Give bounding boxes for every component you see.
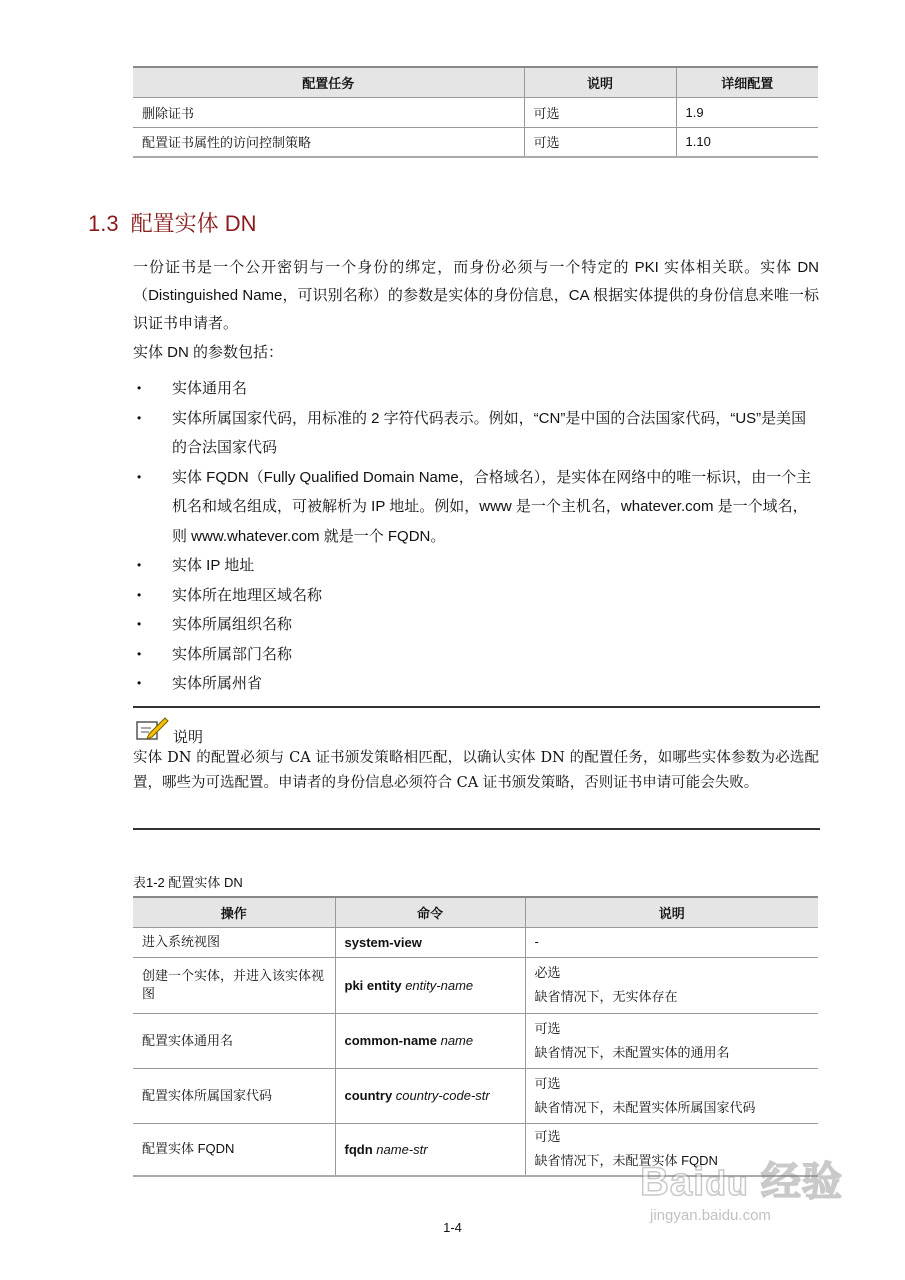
command-keyword: fqdn <box>344 1141 373 1157</box>
list-item: • 实体所在地理区域名称 <box>133 581 819 611</box>
description-cell <box>525 1013 818 1068</box>
cell: 删除证书 <box>133 97 524 127</box>
description-line: 缺省情况下，无实体存在 <box>534 989 678 1004</box>
table-row <box>133 927 818 957</box>
note-top-rule <box>133 706 820 708</box>
command-keyword: country <box>344 1088 393 1103</box>
col-header: 说明 <box>524 67 676 97</box>
command-argument: country-code-str <box>395 1088 490 1103</box>
description-line: 缺省情况下，未配置实体的通用名 <box>534 1044 730 1060</box>
command-keyword: pki entity <box>344 977 402 993</box>
note-text: 实体 DN 的配置必须与 CA 证书颁发策略相匹配，以确认实体 DN 的配置任务，如哪些实体参数为必选配置，哪些为可选配置。申请者的身份信息必须符合 CA 证书颁发策略，否则证书申请可能会失败。 <box>133 750 819 791</box>
params-intro: 实体 DN 的参数包括： <box>133 344 284 361</box>
command-argument: name <box>440 1033 474 1048</box>
operation-cell: 配置实体所属国家代码 <box>133 1068 335 1123</box>
note-pencil-icon <box>135 716 169 747</box>
table-row <box>133 957 818 1013</box>
note-bottom-rule <box>133 828 820 830</box>
cell: 可选 <box>524 127 676 157</box>
section-title: 配置实体 DN <box>130 211 257 236</box>
note-title: 说明 <box>173 729 204 746</box>
command-cell <box>335 1013 525 1068</box>
param-list <box>133 374 819 699</box>
command-argument: entity-name <box>405 977 474 993</box>
description-line: 缺省情况下，未配置实体所属国家代码 <box>534 1099 756 1115</box>
list-item: • 实体所属国家代码，用标准的 2 字符代码表示。例如，“CN”是中国的合法国家代码，“US”是美国的合法国家代码 <box>133 404 819 463</box>
list-item: • 实体所属组织名称 <box>133 610 819 640</box>
description-line: 可选 <box>534 1129 561 1145</box>
command-cell <box>335 927 525 957</box>
task-table <box>133 66 818 158</box>
cell: 配置证书属性的访问控制策略 <box>133 127 524 157</box>
col-header: 命令 <box>335 897 525 927</box>
command-argument: name-str <box>376 1141 428 1157</box>
section-number: 1.3 <box>88 211 119 236</box>
command-cell <box>335 1123 525 1176</box>
operation-cell: 创建一个实体，并进入该实体视图 <box>133 957 335 1013</box>
table-row <box>133 1013 818 1068</box>
cell: 可选 <box>524 97 676 127</box>
command-keyword: system-view <box>344 934 422 950</box>
command-cell <box>335 1068 525 1123</box>
description-cell <box>525 1068 818 1123</box>
operation-cell: 进入系统视图 <box>133 927 335 957</box>
page-number: 1-4 <box>443 1220 462 1235</box>
cell: 1.9 <box>676 97 818 127</box>
baidu-watermark-logo: Baidu 经验 jingyan.baidu.com <box>640 1160 843 1224</box>
description-cell <box>525 927 818 957</box>
operation-cell: 配置实体通用名 <box>133 1013 335 1068</box>
table-row <box>133 1068 818 1123</box>
section-heading <box>88 207 256 238</box>
description-line: 必选 <box>534 965 561 980</box>
cell: 1.10 <box>676 127 818 157</box>
list-item: • 实体 FQDN（Fully Qualified Domain Name，合格域名），是实体在网络中的唯一标识，由一个主机名和域名组成，可被解析为 IP 地址。例如，www 是一个主机名，whatever.com 是一个域名，则 www.whatever.com 就是一个 FQDN。 <box>133 463 819 552</box>
operation-cell: 配置实体 FQDN <box>133 1123 335 1176</box>
description-line: 缺省情况下，未配置实体 FQDN <box>534 1153 718 1169</box>
entity-dn-table <box>133 896 818 1177</box>
col-header: 操作 <box>133 897 335 927</box>
command-cell <box>335 957 525 1013</box>
list-item: • 实体所属部门名称 <box>133 640 819 670</box>
description-cell <box>525 957 818 1013</box>
list-item: • 实体通用名 <box>133 374 819 404</box>
table-row <box>133 97 818 127</box>
description-line: 可选 <box>534 1020 561 1036</box>
col-header: 详细配置 <box>676 67 818 97</box>
col-header: 说明 <box>525 897 818 927</box>
list-item: • 实体 IP 地址 <box>133 551 819 581</box>
table-row <box>133 127 818 157</box>
table-caption: 表1-2 配置实体 DN <box>133 875 243 890</box>
col-header: 配置任务 <box>133 67 524 97</box>
command-keyword: common-name <box>344 1033 437 1048</box>
list-item: • 实体所属州省 <box>133 669 819 699</box>
description-line: - <box>534 934 539 949</box>
description-line: 可选 <box>534 1075 561 1091</box>
intro-paragraph: 一份证书是一个公开密钥与一个身份的绑定，而身份必须与一个特定的 PKI 实体相关联。实体 DN（Distinguished Name，可识别名称）的参数是实体的身份信息，CA 根据实体提供的身份信息来唯一标识证书申请者。 <box>133 259 819 332</box>
